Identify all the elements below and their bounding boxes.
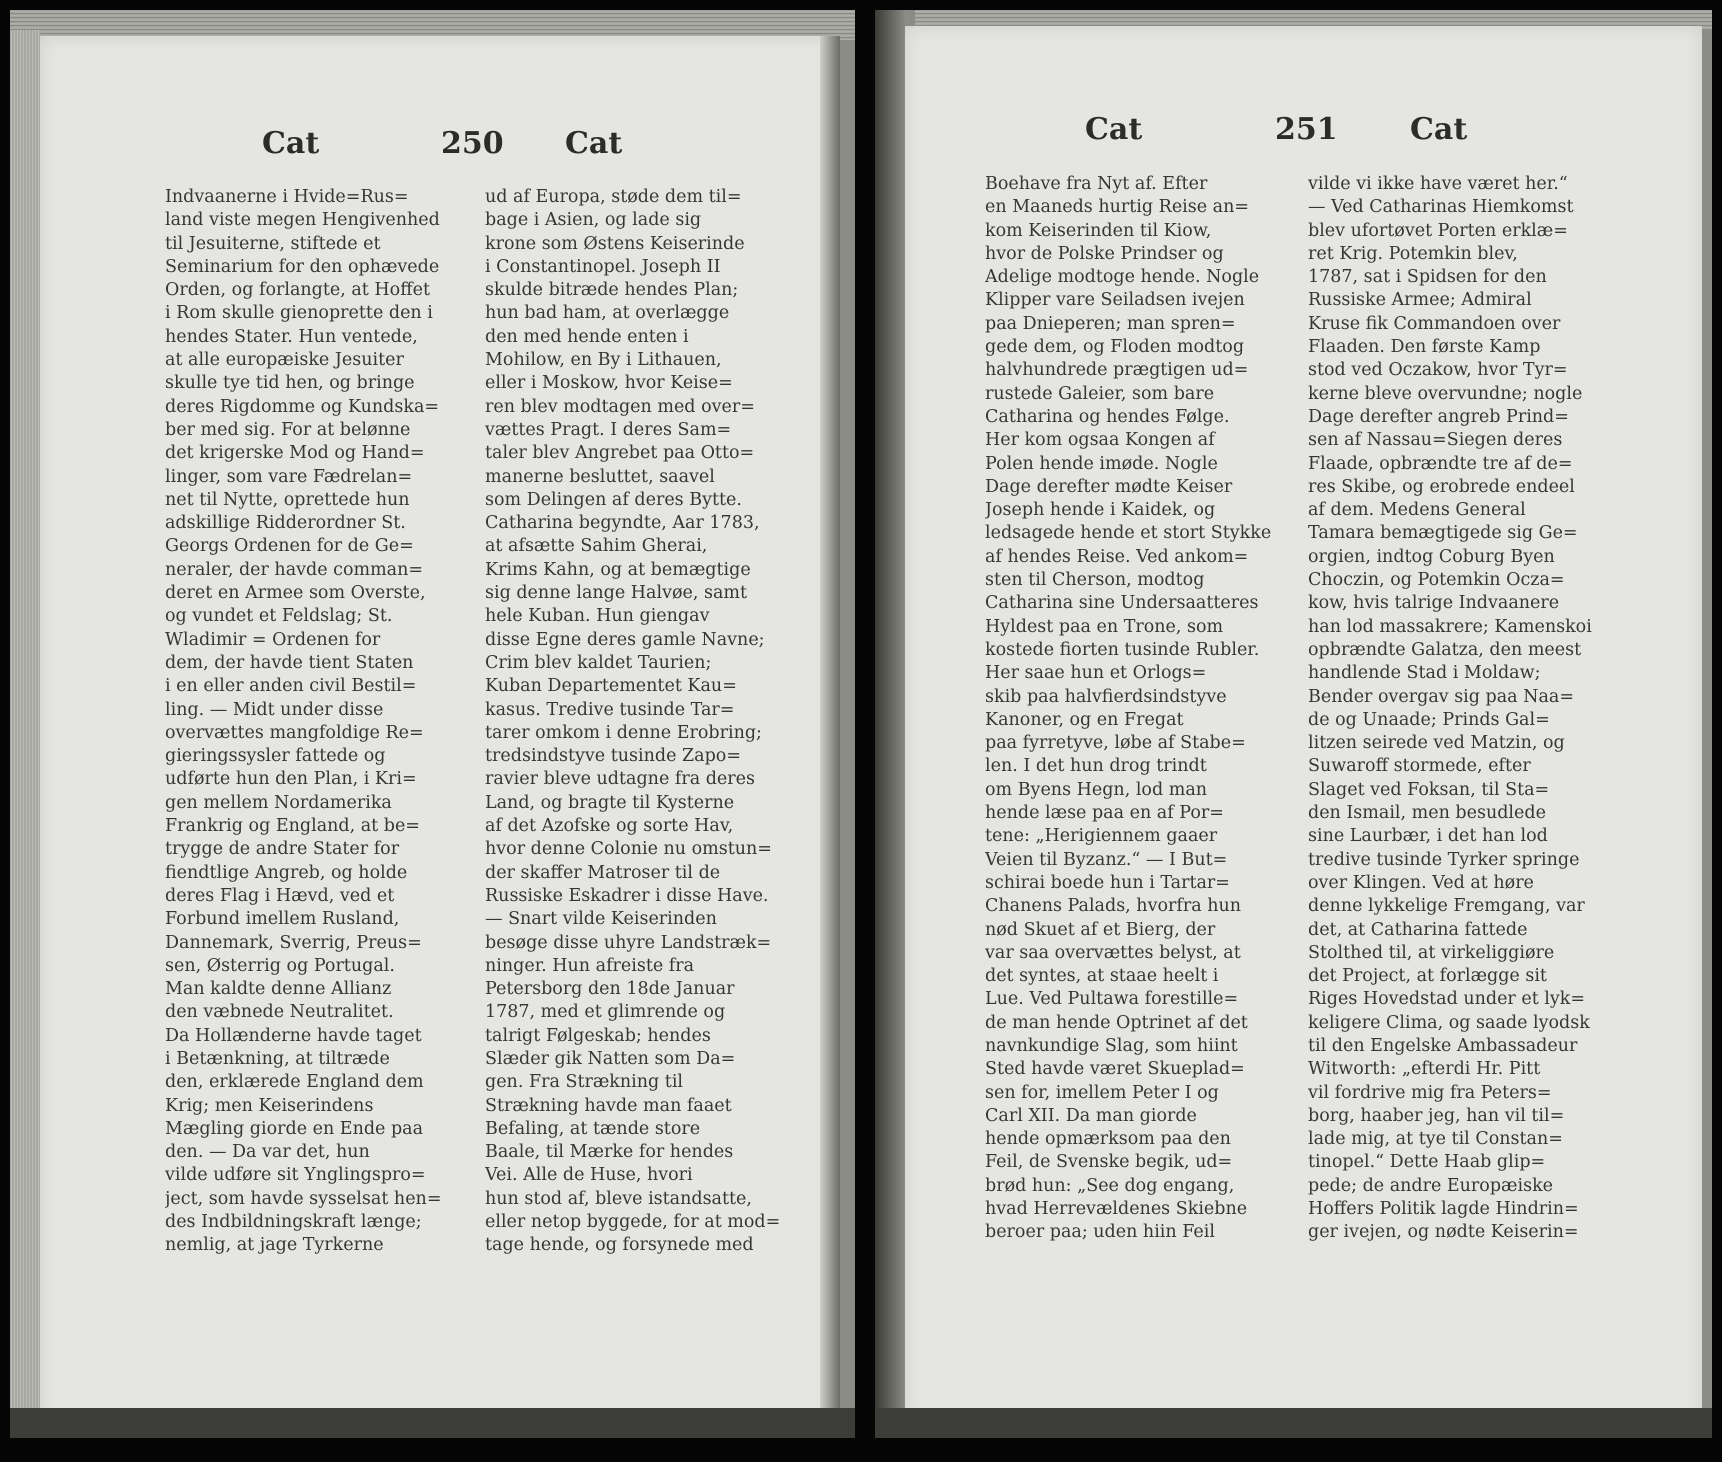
text-line: hvad Herrevældenes Skiebne [985,1199,1248,1220]
text-line: skib paa halvfierdsindstyve [985,686,1227,707]
text-line: til den Engelske Ambassadeur [1308,1035,1578,1056]
text-line: Veien til Byzanz.“ — I But= [985,849,1228,870]
text-line: vil fordrive mig fra Peters= [1308,1082,1552,1103]
text-line: til Jesuiterne, stiftede et [165,233,381,254]
text-line: over Klingen. Ved at høre [1308,872,1534,893]
text-line: linger, som vare Fædrelan= [165,466,413,487]
text-line: at afsætte Sahim Gherai, [485,536,708,557]
text-line: Kuban Departementet Kau= [485,676,737,697]
text-line: hvor denne Colonie nu omstun= [485,839,772,860]
catchword-right: Cat [1410,112,1468,147]
left-page [40,36,840,1431]
text-line: Forbund imellem Rusland, [165,909,400,930]
text-line: sen, Østerrig og Portugal. [165,955,395,976]
text-line: hun stod af, bleve istandsatte, [485,1188,752,1209]
text-line: Adelige modtoge hende. Nogle [985,267,1260,288]
text-line: vilde udføre sit Ynglingspro= [165,1165,426,1186]
text-line: kasus. Tredive tusinde Tar= [485,699,735,720]
text-line: den. — Da var det, hun [165,1142,370,1163]
text-line: neraler, der havde comman= [165,559,424,580]
text-line: Man kaldte denne Allianz [165,979,392,1000]
page-number: 250 [441,126,504,161]
text-line: gen mellem Nordamerika [165,792,392,813]
text-line: Baale, til Mærke for hendes [485,1142,734,1163]
text-line: Russiske Eskadrer i disse Have. [485,885,769,906]
text-line: ger ivejen, og nødte Keiserin= [1308,1222,1579,1243]
text-line: tinopel.“ Dette Haab glip= [1308,1152,1546,1173]
text-line: udførte hun den Plan, i Kri= [165,769,417,790]
text-line: gede dem, og Floden modtog [985,337,1245,358]
text-line: i Rom skulle gienoprette den i [165,303,433,324]
text-line: navnkundige Slag, som hiint [985,1035,1238,1056]
text-line: res Skibe, og erobrede endeel [1308,476,1575,497]
text-line: den, erklærede England dem [165,1072,424,1093]
text-line: vilde vi ikke have været her.“ [1308,174,1568,194]
text-line: Her saae hun et Orlogs= [985,663,1207,684]
text-line: Catharina sine Undersaatteres [985,593,1259,614]
text-line: i Betænkning, at tiltræde [165,1048,390,1069]
page-number: 251 [1275,112,1338,147]
text-line: den væbnede Neutralitet. [165,1002,394,1023]
text-line: skulde bitræde hendes Plan; [485,280,739,301]
text-line: Lue. Ved Pultawa forestille= [985,989,1239,1010]
text-line: 1787, med et glimrende og [485,1002,726,1023]
text-line: Befaling, at tænde store [485,1118,701,1139]
text-line: Dage derefter angreb Prind= [1308,406,1569,427]
text-line: net til Nytte, oprettede hun [165,489,410,510]
text-line: disse Egne deres gamle Navne; [485,629,765,650]
text-line: beroer paa; uden hiin Feil [985,1222,1215,1243]
text-line: Strækning havde man faaet [485,1095,732,1116]
text-line: Feil, de Svenske begik, ud= [985,1152,1233,1173]
text-line: den Ismail, men besudlede [1308,803,1546,824]
text-line: bage i Asien, og lade sig [485,210,702,231]
text-line: ninger. Hun afreiste fra [485,955,695,976]
text-line: han lod massakrere; Kamenskoi [1308,616,1592,637]
text-line: des Indbildningskraft længe; [165,1212,422,1233]
text-line: om Byens Hegn, lod man [985,779,1208,800]
text-line: ret Krig. Potemkin blev, [1308,243,1518,264]
text-line: ravier bleve udtagne fra deres [485,769,755,790]
text-line: der skaffer Matroser til de [485,862,721,883]
text-line: — Ved Catharinas Hiemkomst [1308,197,1574,218]
text-line: det krigerske Mod og Hand= [165,443,425,464]
text-line: deret en Armee som Overste, [165,583,426,604]
text-line: Hoffers Politik lagde Hindrin= [1308,1199,1579,1220]
text-line: Russiske Armee; Admiral [1308,290,1532,311]
text-line: handlende Stad i Moldaw; [1308,663,1541,684]
text-line: manerne besluttet, saavel [485,466,715,487]
text-line: halvhundrede prægtigen ud= [985,360,1249,381]
text-line: Choczin, og Potemkin Ocza= [1308,570,1565,591]
text-line: af hendes Reise. Ved ankom= [985,546,1249,567]
text-line: Petersborg den 18de Januar [485,979,735,1000]
text-line: Dage derefter mødte Keiser [985,476,1233,497]
text-line: land viste megen Hengivenhed [165,210,440,231]
text-line: i en eller anden civil Bestil= [165,676,417,697]
text-line: ber med sig. For at belønne [165,419,411,440]
text-line: det syntes, at staae heelt i [985,966,1219,987]
catchword-right: Cat [565,126,623,161]
text-line: tage hende, og forsynede med [485,1235,754,1256]
text-line: Witworth: „efterdi Hr. Pitt [1308,1059,1541,1080]
text-line: hende læse paa en af Por= [985,803,1224,824]
right-page [905,26,1702,1421]
text-line: tene: „Herigiennem gaaer [985,826,1218,847]
text-line: Carl XII. Da man giorde [985,1105,1197,1126]
text-line: den med hende enten i [485,326,689,347]
text-line: krone som Østens Keiserinde [485,233,745,254]
text-line: borg, haaber jeg, han vil til= [1308,1105,1565,1126]
text-line: tredive tusinde Tyrker springe [1308,849,1580,870]
text-line: det Project, at forlægge sit [1308,966,1547,987]
text-column-right [1308,173,1604,1245]
text-line: Vei. Alle de Huse, hvori [485,1165,693,1186]
text-line: besøge disse uhyre Landstræk= [485,932,772,953]
spine-gutter [875,10,905,1438]
text-line: Polen hende imøde. Nogle [985,453,1218,474]
text-line: hvor de Polske Prindser og [985,243,1224,264]
text-line: vættes Pragt. I deres Sam= [485,419,732,440]
text-line: keligere Clima, og saade lyodsk [1308,1012,1590,1033]
text-line: de og Unaade; Prinds Gal= [1308,709,1550,730]
text-line: deres Flag i Hævd, ved et [165,885,395,906]
text-line: 1787, sat i Spidsen for den [1308,267,1547,288]
text-line: i Constantinopel. Joseph II [485,256,721,277]
text-line: Riges Hovedstad under et lyk= [1308,989,1586,1010]
text-line: Krig; men Keiserindens [165,1095,374,1116]
text-line: ren blev modtagen med over= [485,396,755,417]
text-line: Orden, og forlangte, at Hoffet [165,280,431,301]
text-line: sten til Cherson, modtog [985,570,1205,591]
text-line: hende opmærksom paa den [985,1129,1231,1150]
text-line: hele Kuban. Hun giengav [485,606,710,627]
text-line: fiendtlige Angreb, og holde [165,862,408,883]
text-line: schirai boede hun i Tartar= [985,872,1230,893]
text-line: ject, som havde sysselsat hen= [165,1188,442,1209]
text-line: gen. Fra Strækning til [485,1072,684,1093]
catchword-left: Cat [1085,112,1143,147]
text-line: ling. — Midt under disse [165,699,384,720]
text-line: ud af Europa, støde dem til= [485,187,742,207]
text-line: af det Azofske og sorte Hav, [485,816,734,837]
text-line: af dem. Medens General [1308,500,1526,521]
text-line: Crim blev kaldet Taurien; [485,652,712,673]
text-column-left [985,173,1281,1245]
right-page-scan [875,10,1712,1438]
text-line: Slæder gik Natten som Da= [485,1048,736,1069]
text-line: sen af Nassau=Siegen deres [1308,430,1563,451]
text-line: Indvaanerne i Hvide=Rus= [165,187,409,207]
text-line: Flaaden. Den første Kamp [1308,337,1541,358]
text-line: var saa overvættes belyst, at [985,942,1241,963]
text-line: denne lykkelige Fremgang, var [1308,896,1585,917]
text-line: og vundet et Feldslag; St. [165,606,393,627]
book-bottom-edge [875,1408,1712,1438]
text-line: tredsindstyve tusinde Zapo= [485,746,741,767]
text-line: de man hende Optrinet af det [985,1012,1248,1033]
text-line: gieringssysler fattede og [165,746,386,767]
text-line: sig denne lange Halvøe, samt [485,583,748,604]
text-line: dem, der havde tient Staten [165,652,414,673]
text-line: Slaget ved Foksan, til Sta= [1308,779,1550,800]
text-line: Kanoner, og en Fregat [985,709,1184,730]
text-line: Boehave fra Nyt af. Efter [985,174,1208,194]
text-line: Her kom ogsaa Kongen af [985,430,1215,451]
text-line: Mægling giorde en Ende paa [165,1118,424,1139]
text-line: at alle europæiske Jesuiter [165,350,404,371]
text-line: lade mig, at tye til Constan= [1308,1129,1563,1150]
text-line: orgien, indtog Coburg Byen [1308,546,1555,567]
book-bottom-edge [10,1408,855,1438]
book-spine-shadow [820,36,840,1431]
text-line: Seminarium for den ophævede [165,256,440,277]
text-line: adskillige Ridderordner St. [165,513,406,534]
text-line: eller netop byggede, for at mod= [485,1212,781,1233]
text-line: Chanens Palads, hvorfra hun [985,896,1242,917]
text-line: Suwaroff stormede, efter [1308,756,1531,777]
text-line: tarer omkom i denne Erobring; [485,722,762,743]
text-line: len. I det hun drog trindt [985,756,1207,777]
text-line: taler blev Angrebet paa Otto= [485,443,755,464]
page-stack-edge [10,30,40,1430]
text-column-left [165,186,461,1258]
text-line: Georgs Ordenen for de Ge= [165,536,414,557]
text-line: Bender overgav sig paa Naa= [1308,686,1575,707]
text-line: Hyldest paa en Trone, som [985,616,1224,637]
text-line: — Snart vilde Keiserinden [485,909,717,930]
text-line: nemlig, at jage Tyrkerne [165,1235,384,1256]
text-line: opbrændte Galatza, den meest [1308,639,1582,660]
text-line: Krims Kahn, og at bemægtige [485,559,751,580]
text-line: Wladimir = Ordenen for [165,629,381,650]
text-line: kerne bleve overvundne; nogle [1308,383,1583,404]
text-line: det, at Catharina fattede [1308,919,1528,940]
text-line: hendes Stater. Hun ventede, [165,326,418,347]
text-line: sine Laurbær, i det han lod [1308,826,1548,847]
text-line: rustede Galeier, som bare [985,383,1215,404]
text-line: stod ved Oczakow, hvor Tyr= [1308,360,1568,381]
text-line: Catharina og hendes Følge. [985,406,1230,427]
left-page-scan [10,10,855,1438]
text-line: skulle tye tid hen, og bringe [165,373,415,394]
text-line: Da Hollænderne havde taget [165,1025,422,1046]
text-line: nød Skuet af et Bierg, der [985,919,1216,940]
text-line: overvættes mangfoldige Re= [165,722,424,743]
text-line: Kruse fik Commandoen over [1308,313,1561,334]
text-line: Land, og bragte til Kysterne [485,792,735,813]
text-line: paa Dnieperen; man spren= [985,313,1236,334]
text-line: Flaade, opbrændte tre af de= [1308,453,1573,474]
text-line: Mohilow, en By i Lithauen, [485,350,722,371]
text-line: eller i Moskow, hvor Keise= [485,373,733,394]
text-line: Klipper vare Seiladsen ivejen [985,290,1245,311]
text-line: Sted havde været Skueplad= [985,1059,1245,1080]
text-line: hun bad ham, at overlægge [485,303,730,324]
text-line: som Delingen af deres Bytte. [485,489,742,510]
text-line: Stolthed til, at virkeliggiøre [1308,942,1555,963]
text-line: en Maaneds hurtig Reise an= [985,197,1250,218]
text-line: trygge de andre Stater for [165,839,400,860]
text-line: Catharina begyndte, Aar 1783, [485,513,760,534]
text-line: Tamara bemægtigede sig Ge= [1308,523,1578,544]
text-line: kow, hvis talrige Indvaanere [1308,593,1560,614]
text-line: sen for, imellem Peter I og [985,1082,1219,1103]
catchword-left: Cat [262,126,320,161]
text-line: kostede fiorten tusinde Rubler. [985,639,1260,660]
text-line: brød hun: „See dog engang, [985,1175,1235,1196]
text-line: talrigt Følgeskab; hendes [485,1025,711,1046]
text-line: blev ufortøvet Porten erklæ= [1308,220,1568,241]
text-line: Frankrig og England, at be= [165,816,420,837]
text-line: deres Rigdomme og Kundska= [165,396,440,417]
text-line: kom Keiserinden til Kiow, [985,220,1212,241]
text-line: pede; de andre Europæiske [1308,1175,1554,1196]
text-line: paa fyrretyve, løbe af Stabe= [985,733,1246,754]
text-line: ledsagede hende et stort Stykke [985,523,1272,544]
text-column-right [485,186,781,1258]
text-line: litzen seirede ved Matzin, og [1308,733,1565,754]
text-line: Dannemark, Sverrig, Preus= [165,932,422,953]
text-line: Joseph hende i Kaidek, og [985,500,1216,521]
